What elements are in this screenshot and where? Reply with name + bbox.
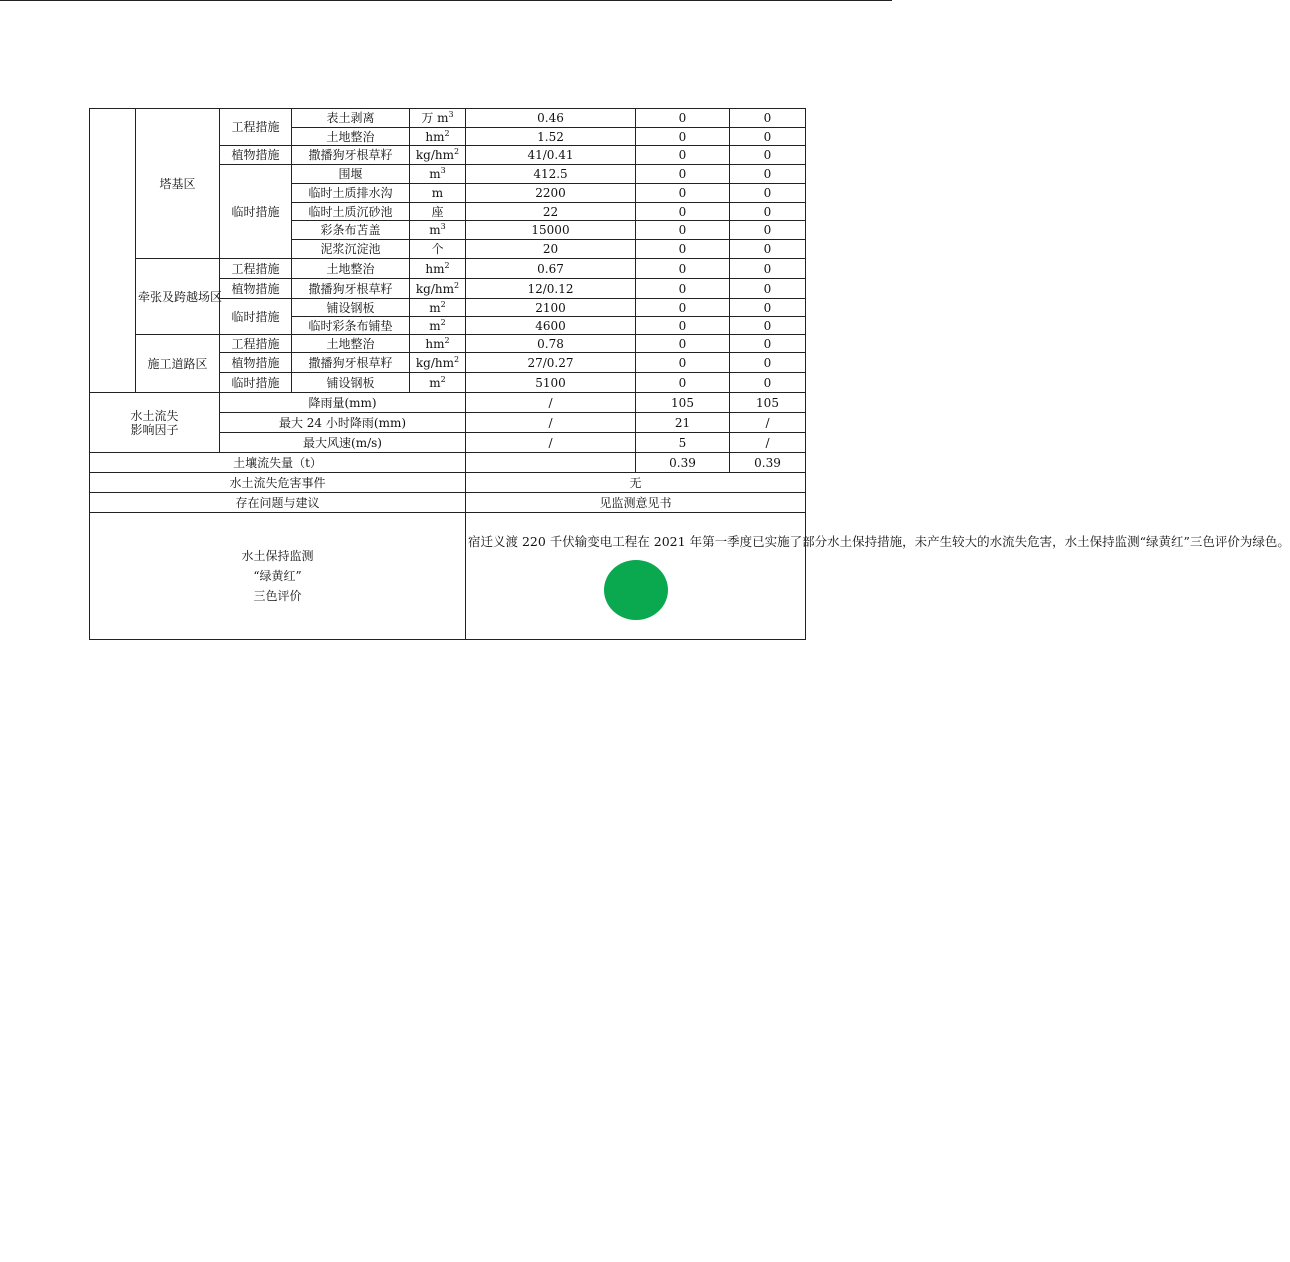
value-cell-1: 0: [636, 373, 730, 393]
value-cell-2: /: [730, 413, 806, 433]
factor-label-line2: 影响因子: [130, 422, 179, 437]
issues-label: 存在问题与建议: [90, 493, 466, 513]
table-row: [90, 453, 806, 473]
value-cell-2: 105: [730, 393, 806, 413]
table-row: [90, 393, 806, 413]
measure-cell: 铺设钢板: [292, 299, 410, 317]
planned-value-cell: /: [466, 413, 636, 433]
category-cell: 植物措施: [220, 146, 292, 165]
factor-name-cell: 最大风速(m/s): [220, 433, 466, 453]
measure-cell: 土地整治: [292, 335, 410, 353]
table-row: [90, 473, 806, 493]
monitoring-table: [89, 108, 1290, 640]
unit-cell: $m^2$: [410, 373, 466, 393]
unit-cell: 万 $m^3$: [410, 109, 466, 128]
evaluation-label-cell: [90, 513, 466, 640]
value-cell-2: 0: [730, 317, 806, 335]
planned-value-cell: 27/0.27: [466, 353, 636, 373]
planned-value-cell: 0.78: [466, 335, 636, 353]
value-cell-1: 0: [636, 146, 730, 165]
soil-loss-label: 土壤流失量（t）: [90, 453, 466, 473]
unit-cell: $kg/hm^2$: [410, 146, 466, 165]
value-cell-2: /: [730, 433, 806, 453]
value-cell-2: 0: [730, 128, 806, 146]
value-cell-2: 0: [730, 109, 806, 128]
planned-value-cell: 2200: [466, 184, 636, 203]
category-cell: 植物措施: [220, 353, 292, 373]
hazard-label: 水土流失危害事件: [90, 473, 466, 493]
value-cell-1: 0: [636, 259, 730, 279]
value-cell-2: 0: [730, 146, 806, 165]
evaluation-text: 宿迁义渡 220 千伏输变电工程在 2021 年第一季度已实施了部分水土保持措施，未产生较大的水流失危害，水土保持监测“绿黄红”三色评价为绿色。: [468, 534, 1290, 549]
planned-value-cell: 20: [466, 240, 636, 259]
unit-cell: $m^2$: [410, 317, 466, 335]
value-cell-1: 21: [636, 413, 730, 433]
unit-cell: $hm^2$: [410, 335, 466, 353]
issues-value: 见监测意见书: [466, 493, 806, 513]
unit-cell: $hm^2$: [410, 128, 466, 146]
factor-label-line1: 水土流失: [130, 408, 179, 423]
measure-cell: 彩条布苫盖: [292, 221, 410, 240]
zone-cell: 牵张及跨越场区: [136, 259, 220, 335]
measure-cell: 临时彩条布铺垫: [292, 317, 410, 335]
category-cell: 工程措施: [220, 259, 292, 279]
planned-value-cell: 12/0.12: [466, 279, 636, 299]
value-cell-2: 0: [730, 203, 806, 221]
measure-cell: 撒播狗牙根草籽: [292, 279, 410, 299]
planned-value-cell: 0.46: [466, 109, 636, 128]
planned-value-cell: 22: [466, 203, 636, 221]
blank-merged-cell: [90, 109, 136, 393]
planned-value-cell: 0.67: [466, 259, 636, 279]
green-rating-indicator: [604, 560, 668, 620]
factor-name-cell: 降雨量(mm): [220, 393, 466, 413]
measure-cell: 土地整治: [292, 259, 410, 279]
table-row: [90, 259, 806, 279]
value-cell-2: 0: [730, 221, 806, 240]
measure-cell: 铺设钢板: [292, 373, 410, 393]
unit-cell: 座: [410, 203, 466, 221]
evaluation-label-line1: 水土保持监测: [241, 549, 314, 563]
category-cell: 临时措施: [220, 299, 292, 335]
value-cell-2: 0: [730, 184, 806, 203]
planned-value-cell: /: [466, 393, 636, 413]
planned-value-cell: 2100: [466, 299, 636, 317]
planned-value-cell: 41/0.41: [466, 146, 636, 165]
factor-name-cell: 最大 24 小时降雨(mm): [220, 413, 466, 433]
value-cell-1: 0: [636, 279, 730, 299]
value-cell-1: 0: [636, 184, 730, 203]
measure-cell: 临时土质排水沟: [292, 184, 410, 203]
value-cell-1: 0: [636, 317, 730, 335]
measure-cell: 泥浆沉淀池: [292, 240, 410, 259]
value-cell-2: 0: [730, 335, 806, 353]
value-cell-2: 0: [730, 279, 806, 299]
table-row: [90, 513, 806, 640]
measure-cell: 围堰: [292, 165, 410, 184]
hazard-value: 无: [466, 473, 806, 493]
table-row: [90, 109, 806, 128]
value-cell-1: 0: [636, 335, 730, 353]
category-cell: 临时措施: [220, 165, 292, 259]
evaluation-content-cell: [466, 513, 1290, 640]
category-cell: 临时措施: [220, 373, 292, 393]
planned-value-cell: [466, 453, 636, 473]
planned-value-cell: 4600: [466, 317, 636, 335]
planned-value-cell: 1.52: [466, 128, 636, 146]
table-row: [90, 335, 806, 353]
value-cell-1: 0: [636, 128, 730, 146]
zone-cell: 施工道路区: [136, 335, 220, 393]
value-cell-2: 0: [730, 299, 806, 317]
category-cell: 工程措施: [220, 335, 292, 353]
value-cell-2: 0: [730, 165, 806, 184]
category-cell: 工程措施: [220, 109, 292, 146]
factor-label-cell: [90, 393, 220, 453]
evaluation-label-line3: 三色评价: [253, 589, 302, 603]
value-cell-1: 0: [636, 299, 730, 317]
category-cell: 植物措施: [220, 279, 292, 299]
value-cell-1: 0: [636, 353, 730, 373]
page-top-rule: [0, 0, 892, 1]
value-cell-1: 0.39: [636, 453, 730, 473]
unit-cell: $m^3$: [410, 221, 466, 240]
unit-cell: $m^2$: [410, 299, 466, 317]
value-cell-2: 0: [730, 353, 806, 373]
value-cell-1: 105: [636, 393, 730, 413]
value-cell-1: 0: [636, 203, 730, 221]
measure-cell: 撒播狗牙根草籽: [292, 353, 410, 373]
value-cell-1: 0: [636, 109, 730, 128]
measure-cell: 撒播狗牙根草籽: [292, 146, 410, 165]
planned-value-cell: 5100: [466, 373, 636, 393]
value-cell-2: 0.39: [730, 453, 806, 473]
measure-cell: 表土剥离: [292, 109, 410, 128]
value-cell-1: 0: [636, 165, 730, 184]
planned-value-cell: /: [466, 433, 636, 453]
unit-cell: $m^3$: [410, 165, 466, 184]
value-cell-2: 0: [730, 373, 806, 393]
value-cell-1: 5: [636, 433, 730, 453]
unit-cell: m: [410, 184, 466, 203]
table-row: [90, 493, 806, 513]
unit-cell: $hm^2$: [410, 259, 466, 279]
planned-value-cell: 15000: [466, 221, 636, 240]
zone-cell: 塔基区: [136, 109, 220, 259]
value-cell-1: 0: [636, 240, 730, 259]
measure-cell: 临时土质沉砂池: [292, 203, 410, 221]
measure-cell: 土地整治: [292, 128, 410, 146]
evaluation-label-line2: “绿黄红”: [253, 569, 302, 583]
value-cell-2: 0: [730, 240, 806, 259]
unit-cell: $kg/hm^2$: [410, 279, 466, 299]
planned-value-cell: 412.5: [466, 165, 636, 184]
value-cell-2: 0: [730, 259, 806, 279]
value-cell-1: 0: [636, 221, 730, 240]
unit-cell: 个: [410, 240, 466, 259]
unit-cell: $kg/hm^2$: [410, 353, 466, 373]
